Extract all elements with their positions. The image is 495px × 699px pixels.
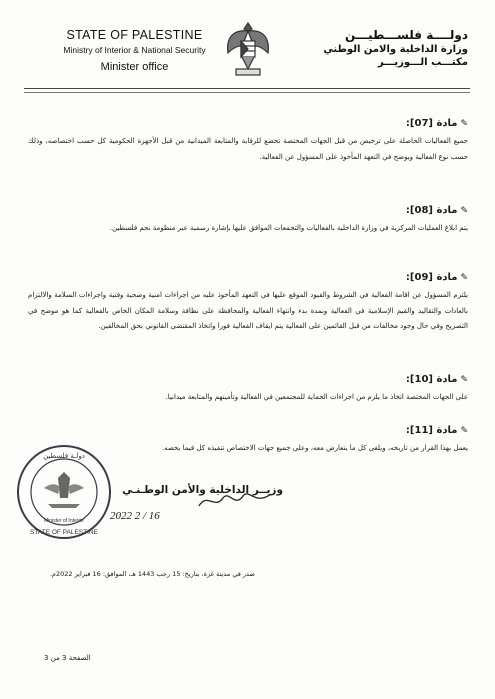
article-text: على الجهات المختصة اتخاذ ما يلزم من اجراءات الحماية للمجتمعين في الفعالية وتأمينهم والمتابعة ميدانيا. — [165, 393, 468, 401]
pen-mark-icon: ✎ — [460, 272, 468, 283]
article-10 — [28, 374, 468, 406]
header-divider — [24, 88, 470, 89]
stamp-top-text: دولـة فلسطين — [43, 452, 85, 460]
pen-mark-icon: ✎ — [460, 374, 468, 385]
article-09 — [28, 272, 468, 335]
stamp-inner-text: Minister of Interior — [43, 518, 85, 524]
pen-mark-icon: ✎ — [460, 118, 468, 129]
article-title: مادة [10]: — [405, 374, 458, 385]
article-title: مادة [09]: — [405, 272, 458, 283]
handwritten-signature-icon — [195, 488, 275, 512]
english-letterhead — [52, 28, 217, 73]
article-title: مادة [11]: — [405, 425, 458, 436]
article-text: يلتزم المسؤول عن اقامة الفعالية في الشروط والقيود الموقع عليها في التعهد المأخوذ عليه من اجراءات امنية وصحية وفنية واجراءات السلامة والالتزام بالعادات والتقاليد والقيم الإسلامية في الفعالية وبمدة بدء وانتهاء الفعالية والمحافظة على نظافة وسلامة المكان الخاص بالفعالية كما هو موضح في التصريح وفي حال وجود مخالفات من قبل القائمين على الفعالية يتم ايقاف الفعالية فورا واتخاذ المقتضى القانوني بحق المخالفين. — [28, 291, 468, 330]
minister-signature-label: وزيــر الداخلية والأمن الوطـنـي — [122, 484, 283, 496]
english-office-name: Minister office — [100, 61, 169, 73]
official-stamp-icon — [14, 442, 114, 542]
arabic-letterhead — [288, 28, 468, 68]
article-08 — [28, 205, 468, 237]
english-ministry-name: Ministry of Interior & National Security — [63, 45, 206, 55]
article-title: مادة [07]: — [405, 118, 458, 129]
arabic-office-name: مكتـــب الـــوزيـــر — [377, 57, 468, 68]
article-07 — [28, 118, 468, 165]
stamp-bottom-text: STATE OF PALESTINE — [30, 529, 98, 536]
article-text: جميع الفعاليات الحاصلة على ترخيص من قبل الجهات المختصة تخضع للرقابة والمتابعة الميدانية من قبل الأجهزة الحكومية كل حسب اختصاصه، وذلك حسب نوع الفعالية ويوضح في التعهد المأخوذ على المسؤول عن الفعالية. — [28, 137, 468, 161]
arabic-ministry-name: وزارة الداخلية والامن الوطني — [323, 44, 468, 55]
arabic-state-name: دولــــة فلســـطيـــن — [345, 28, 468, 42]
english-state-name: STATE OF PALESTINE — [66, 28, 203, 42]
page-number: الصفحة 3 من 3 — [44, 654, 91, 662]
pen-mark-icon: ✎ — [460, 425, 468, 436]
pen-mark-icon: ✎ — [460, 205, 468, 216]
article-text: يتم ابلاغ العمليات المركزية في وزارة الداخلية بالفعاليات والتجمعات الموافق عليها بإشارة رسمية عبر منظومة نجم فلسطين. — [109, 224, 468, 232]
handwritten-date: 2022 2 / 16 — [110, 510, 160, 522]
issue-place-date: صدر في مدينة غزة، بتاريخ: 15 رجب 1443 هـ، الموافق: 16 فبراير 2022م. — [49, 570, 255, 578]
eagle-emblem-icon — [222, 17, 274, 79]
article-title: مادة [08]: — [405, 205, 458, 216]
header-divider-thin — [24, 92, 470, 93]
article-text: يعمل بهذا القرار من تاريخه، ويلغى كل ما يتعارض معه، وعلى جميع جهات الاختصاص تنفيذه كل فيما يخصه. — [161, 444, 468, 452]
